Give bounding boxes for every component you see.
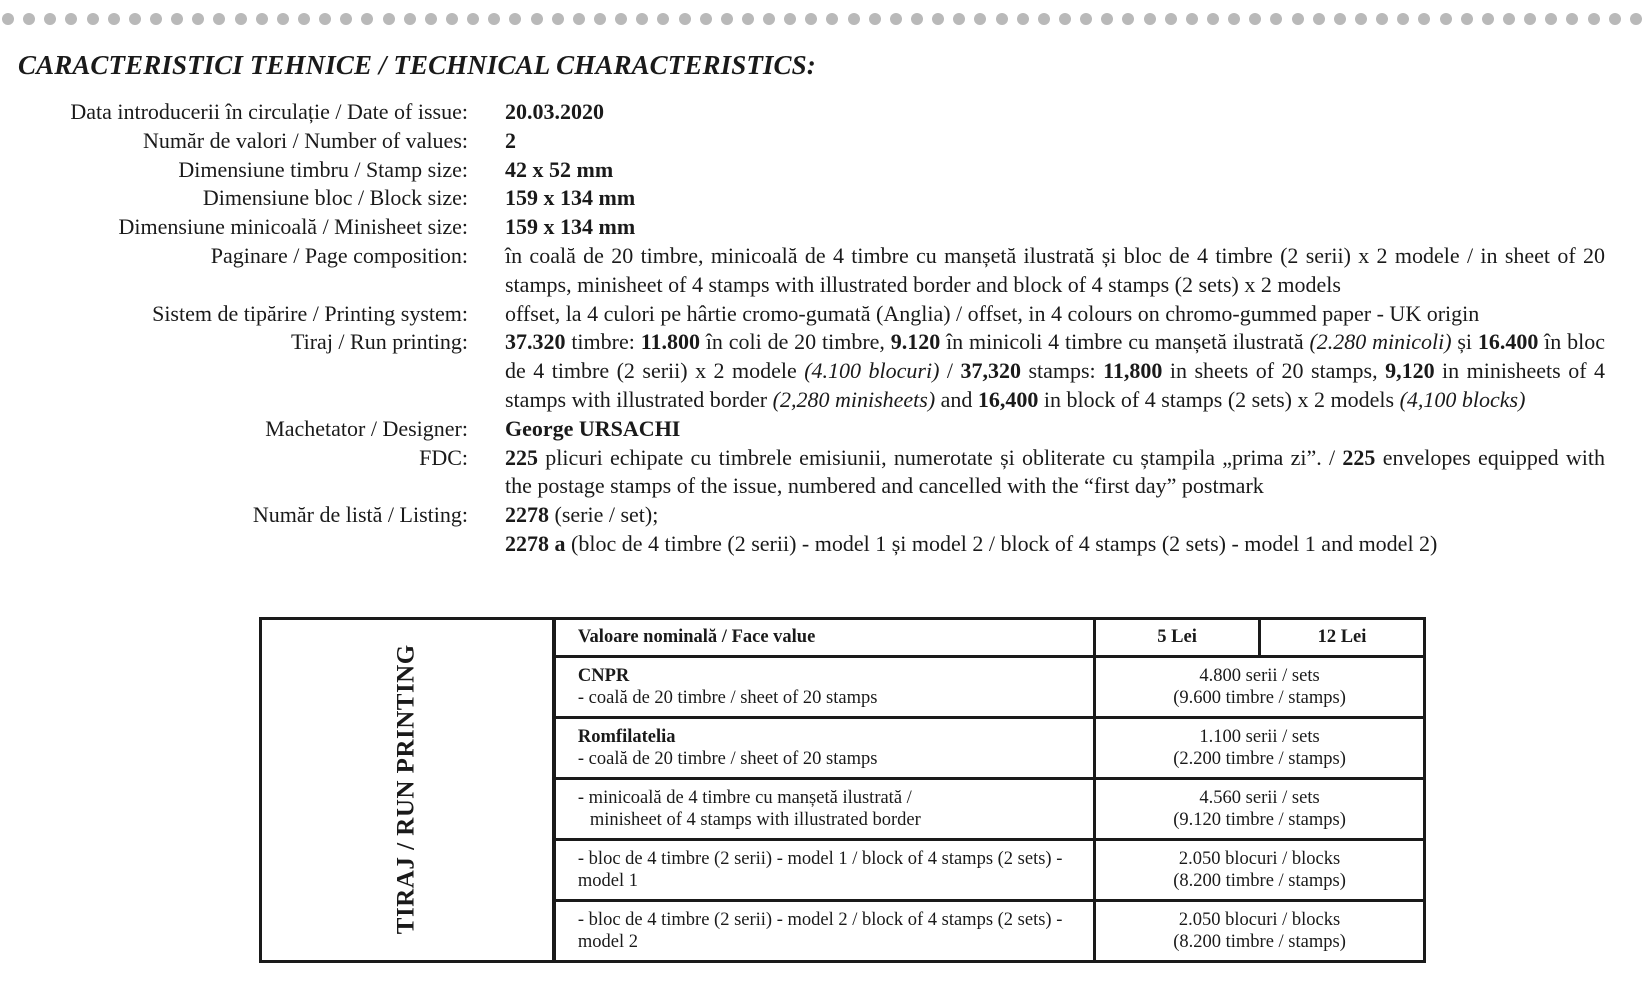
border-dot	[932, 13, 944, 25]
border-dot	[594, 13, 606, 25]
border-dot	[340, 13, 352, 25]
side-label-cell	[261, 619, 554, 962]
face-value-header: Valoare nominală / Face value	[554, 619, 1095, 657]
value-header-5lei: 5 Lei	[1095, 619, 1260, 657]
border-dot	[277, 13, 289, 25]
spec-value: 2278 (serie / set); 2278 a (bloc de 4 timbre (2 serii) - model 1 și model 2 / block of 4 stamps (2 sets) - model 1 and model 2)	[505, 502, 1438, 556]
spec-value: 2	[505, 127, 516, 153]
spec-label: FDC:	[419, 444, 468, 470]
spec-value: 159 x 134 mm	[505, 185, 636, 211]
spec-label: Paginare / Page composition:	[210, 242, 468, 268]
spec-label: Număr de listă / Listing:	[252, 502, 468, 528]
spec-value: 225 plicuri echipate cu timbrele emisiunii, numerotate și obliterate cu ștampila „prima zi”. / 225 envelopes equipped with the postage stamps of the issue, numbered and cancelled with the “first day” postmark	[505, 444, 1605, 499]
border-dot	[404, 13, 416, 25]
border-dot	[1355, 13, 1367, 25]
spec-value: offset, la 4 culori pe hârtie cromo-gumată (Anglia) / offset, in 4 colours on chromo-gummed paper - UK origin	[505, 300, 1480, 326]
border-dot	[256, 13, 268, 25]
spec-row	[0, 242, 1644, 300]
border-dot	[87, 13, 99, 25]
border-dot	[150, 13, 162, 25]
border-dot	[1440, 13, 1452, 25]
border-dot	[1080, 13, 1092, 25]
border-dot	[953, 13, 965, 25]
border-dot	[1566, 13, 1578, 25]
spec-label: Machetator / Designer:	[265, 415, 468, 441]
dotted-border	[0, 11, 1644, 27]
border-dot	[805, 13, 817, 25]
border-dot	[700, 13, 712, 25]
spec-row	[0, 415, 1644, 444]
border-dot	[1482, 13, 1494, 25]
border-dot	[573, 13, 585, 25]
border-dot	[1630, 13, 1642, 25]
border-dot	[467, 13, 479, 25]
border-dot	[171, 13, 183, 25]
border-dot	[446, 13, 458, 25]
border-dot	[1461, 13, 1473, 25]
border-dot	[1292, 13, 1304, 25]
row-quantity: 1.100 serii / sets (2.200 timbre / stamps)	[1095, 718, 1425, 779]
spec-row	[0, 300, 1644, 329]
spec-value: în coală de 20 timbre, minicoală de 4 timbre cu manșetă ilustrată și bloc de 4 timbre (2 serii) x 2 modele / in sheet of 20 stamps, minisheet of 4 stamps with illustrated border and block of 4 stamps (2 sets) x 2 models	[505, 242, 1605, 297]
border-dot	[826, 13, 838, 25]
border-dot	[1503, 13, 1515, 25]
row-description: CNPR - coală de 20 timbre / sheet of 20 stamps	[554, 657, 1095, 718]
border-dot	[1524, 13, 1536, 25]
border-dot	[1418, 13, 1430, 25]
border-dot	[657, 13, 669, 25]
border-dot	[996, 13, 1008, 25]
spec-label: Tiraj / Run printing:	[290, 329, 468, 355]
spec-value: George URSACHI	[505, 415, 681, 441]
border-dot	[319, 13, 331, 25]
spec-label: Dimensiune minicoală / Minisheet size:	[118, 214, 468, 240]
border-dot	[679, 13, 691, 25]
border-dot	[509, 13, 521, 25]
spec-label: Dimensiune timbru / Stamp size:	[178, 156, 468, 182]
border-dot	[1376, 13, 1388, 25]
border-dot	[1588, 13, 1600, 25]
border-dot	[1609, 13, 1621, 25]
table-header-row	[261, 619, 1425, 657]
spec-label: Număr de valori / Number of values:	[142, 127, 468, 153]
spec-label: Sistem de tipărire / Printing system:	[152, 300, 468, 326]
border-dot	[848, 13, 860, 25]
border-dot	[1207, 13, 1219, 25]
row-description: - bloc de 4 timbre (2 serii) - model 1 / block of 4 stamps (2 sets) - model 1	[554, 840, 1095, 901]
border-dot	[615, 13, 627, 25]
spec-row	[0, 127, 1644, 156]
border-dot	[742, 13, 754, 25]
spec-row	[0, 98, 1644, 127]
border-dot	[1101, 13, 1113, 25]
border-dot	[425, 13, 437, 25]
border-dot	[1122, 13, 1134, 25]
border-dot	[65, 13, 77, 25]
spec-row	[0, 184, 1644, 213]
spec-label: Dimensiune bloc / Block size:	[202, 185, 468, 211]
border-dot	[763, 13, 775, 25]
run-printing-table	[259, 617, 1426, 963]
spec-row	[0, 328, 1644, 414]
spec-value: 20.03.2020	[505, 99, 604, 124]
spec-row	[0, 444, 1644, 502]
border-dot	[1545, 13, 1557, 25]
border-dot	[213, 13, 225, 25]
section-heading: CARACTERISTICI TEHNICE / TECHNICAL CHARACTERISTICS:	[18, 50, 816, 80]
border-dot	[361, 13, 373, 25]
border-dot	[911, 13, 923, 25]
border-dot	[383, 13, 395, 25]
side-label: TIRAJ / RUN PRINTING	[392, 644, 420, 934]
border-dot	[1165, 13, 1177, 25]
border-dot	[235, 13, 247, 25]
spec-value: 159 x 134 mm	[505, 214, 636, 240]
border-dot	[1397, 13, 1409, 25]
border-dot	[2, 13, 14, 25]
spec-value: 42 x 52 mm	[505, 156, 614, 182]
spec-row	[0, 156, 1644, 185]
border-dot	[488, 13, 500, 25]
row-quantity: 2.050 blocuri / blocks (8.200 timbre / stamps)	[1095, 840, 1425, 901]
value-header-12lei: 12 Lei	[1260, 619, 1425, 657]
border-dot	[1144, 13, 1156, 25]
border-dot	[531, 13, 543, 25]
border-dot	[721, 13, 733, 25]
border-dot	[636, 13, 648, 25]
border-dot	[1186, 13, 1198, 25]
border-dot	[298, 13, 310, 25]
row-description: Romfilatelia - coală de 20 timbre / sheet of 20 stamps	[554, 718, 1095, 779]
row-description: - minicoală de 4 timbre cu manșetă ilustrată / minisheet of 4 stamps with illustrated border	[554, 779, 1095, 840]
technical-specs	[0, 98, 1644, 559]
border-dot	[192, 13, 204, 25]
row-quantity: 4.560 serii / sets (9.120 timbre / stamps)	[1095, 779, 1425, 840]
border-dot	[108, 13, 120, 25]
row-quantity: 2.050 blocuri / blocks (8.200 timbre / stamps)	[1095, 901, 1425, 962]
border-dot	[1017, 13, 1029, 25]
row-quantity: 4.800 serii / sets (9.600 timbre / stamps)	[1095, 657, 1425, 718]
border-dot	[1270, 13, 1282, 25]
border-dot	[1059, 13, 1071, 25]
border-dot	[974, 13, 986, 25]
spec-row	[0, 501, 1644, 559]
spec-label: Data introducerii în circulație / Date of issue:	[70, 99, 468, 124]
spec-value: 37.320 timbre: 11.800 în coli de 20 timbre, 9.120 în minicoli 4 timbre cu manșetă ilustrată (2.280 minicoli) și 16.400 în bloc de 4 timbre (2 serii) x 2 modele (4.100 blocuri) / 37,320 stamps: 11,800 in sheets of 20 stamps, 9,120 in minisheets of 4 stamps with illustrated border (2,280 minisheets) and 16,400 in block of 4 stamps (2 sets) x 2 models (4,100 blocks)	[505, 329, 1605, 412]
border-dot	[129, 13, 141, 25]
spec-row	[0, 213, 1644, 242]
border-dot	[784, 13, 796, 25]
border-dot	[1249, 13, 1261, 25]
border-dot	[1038, 13, 1050, 25]
border-dot	[23, 13, 35, 25]
border-dot	[552, 13, 564, 25]
border-dot	[890, 13, 902, 25]
border-dot	[869, 13, 881, 25]
border-dot	[1334, 13, 1346, 25]
row-description: - bloc de 4 timbre (2 serii) - model 2 / block of 4 stamps (2 sets) - model 2	[554, 901, 1095, 962]
border-dot	[1313, 13, 1325, 25]
border-dot	[1228, 13, 1240, 25]
border-dot	[44, 13, 56, 25]
